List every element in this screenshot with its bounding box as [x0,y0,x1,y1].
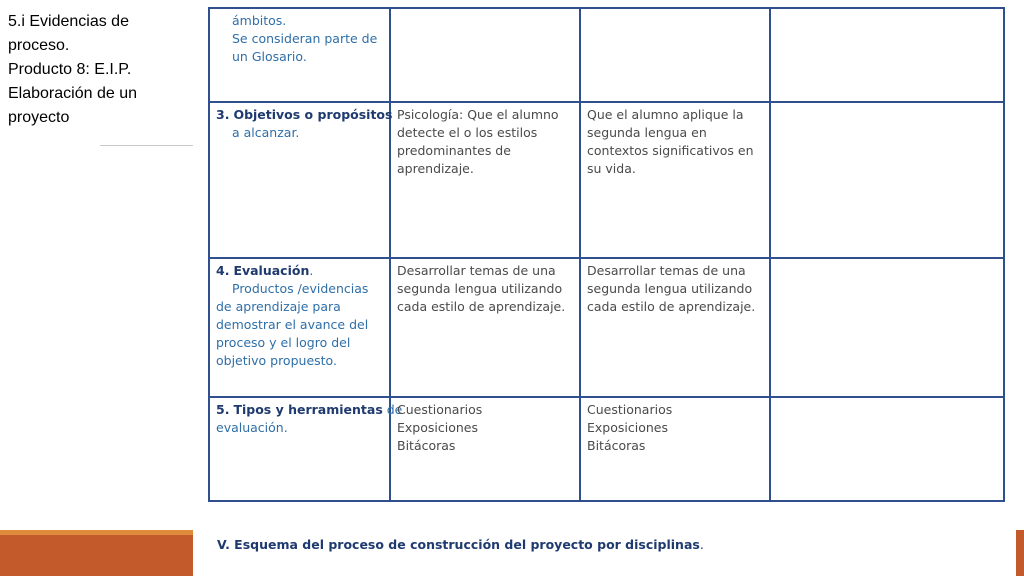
cell-line: Productos /evidencias [232,281,369,296]
heading-text: Evaluación [233,263,310,278]
cell-line: Cuestionarios [397,402,483,417]
table-row [209,397,1004,501]
heading-text: Tipos y herramientas [233,402,383,417]
slide-title-line: proyecto [8,109,70,126]
cell-line: Cuestionarios [587,402,673,417]
heading-tail: de [382,402,403,417]
cell-line: evaluación. [216,420,288,435]
project-scheme-table [208,7,1005,502]
table-cell [770,102,1004,258]
cell-line: cada estilo de aprendizaje. [397,299,566,314]
cell-heading [216,401,403,419]
cell-line: Desarrollar temas de una [397,263,556,278]
table-cell [390,397,580,501]
table-row [209,258,1004,397]
table-cell [580,8,770,102]
caption-tail: . [699,537,704,552]
accent-bar-left [0,530,193,576]
table-cell [580,102,770,258]
slide-title [8,10,178,130]
cell-line: Bitácoras [587,438,646,453]
slide-title-line: proceso. [8,37,70,54]
heading-text: Objetivos o propósitos [233,107,393,122]
cell-line: cada estilo de aprendizaje. [587,299,756,314]
heading-number: 4. [216,263,230,278]
heading-tail: . [309,263,314,278]
cell-line: un Glosario. [232,49,307,64]
table-cell [209,397,403,501]
heading-number: 3. [216,107,230,122]
table-cell [770,397,1004,501]
heading-number: 5. [216,402,230,417]
cell-line: segunda lengua utilizando [397,281,563,296]
cell-line: Bitácoras [397,438,456,453]
cell-line: ámbitos. [232,13,287,28]
cell-heading [216,262,383,280]
cell-line: demostrar el avance del [216,317,369,332]
slide-title-line: Producto 8: E.I.P. [8,61,132,78]
section-caption [217,537,704,552]
cell-line: Desarrollar temas de una [587,263,746,278]
table-cell [390,102,580,258]
cell-line: objetivo propuesto. [216,353,337,368]
table-cell [770,8,1004,102]
cell-line: predominantes de [397,143,511,158]
table-cell [390,258,580,397]
cell-line: aprendizaje. [397,161,474,176]
accent-bar-right [1016,530,1024,576]
table-row [209,102,1004,258]
cell-line: de aprendizaje para [216,299,341,314]
cell-line: proceso y el logro del [216,335,351,350]
cell-line: detecte el o los estilos [397,125,538,140]
table-cell [770,258,1004,397]
cell-line: a alcanzar. [232,125,300,140]
cell-line: Psicología: Que el alumno [397,107,559,122]
cell-line: segunda lengua utilizando [587,281,753,296]
table-cell [390,8,580,102]
table-cell [209,8,390,102]
cell-line: Exposiciones [397,420,478,435]
caption-text: V. Esquema del proceso de construcción del proyecto por disciplinas [217,537,700,552]
slide-title-line: Elaboración de un [8,85,137,102]
title-divider [100,145,193,146]
cell-line: su vida. [587,161,636,176]
table-row [209,8,1004,102]
cell-heading [216,106,393,124]
table-cell [209,102,393,258]
cell-line: contextos significativos en [587,143,754,158]
table-cell [580,258,770,397]
table-cell [209,258,390,397]
slide-title-line: 5.i Evidencias de [8,13,129,30]
cell-line: Que el alumno aplique la [587,107,744,122]
cell-line: Se consideran parte de [232,31,378,46]
cell-line: segunda lengua en [587,125,707,140]
table-cell [580,397,770,501]
cell-line: Exposiciones [587,420,668,435]
